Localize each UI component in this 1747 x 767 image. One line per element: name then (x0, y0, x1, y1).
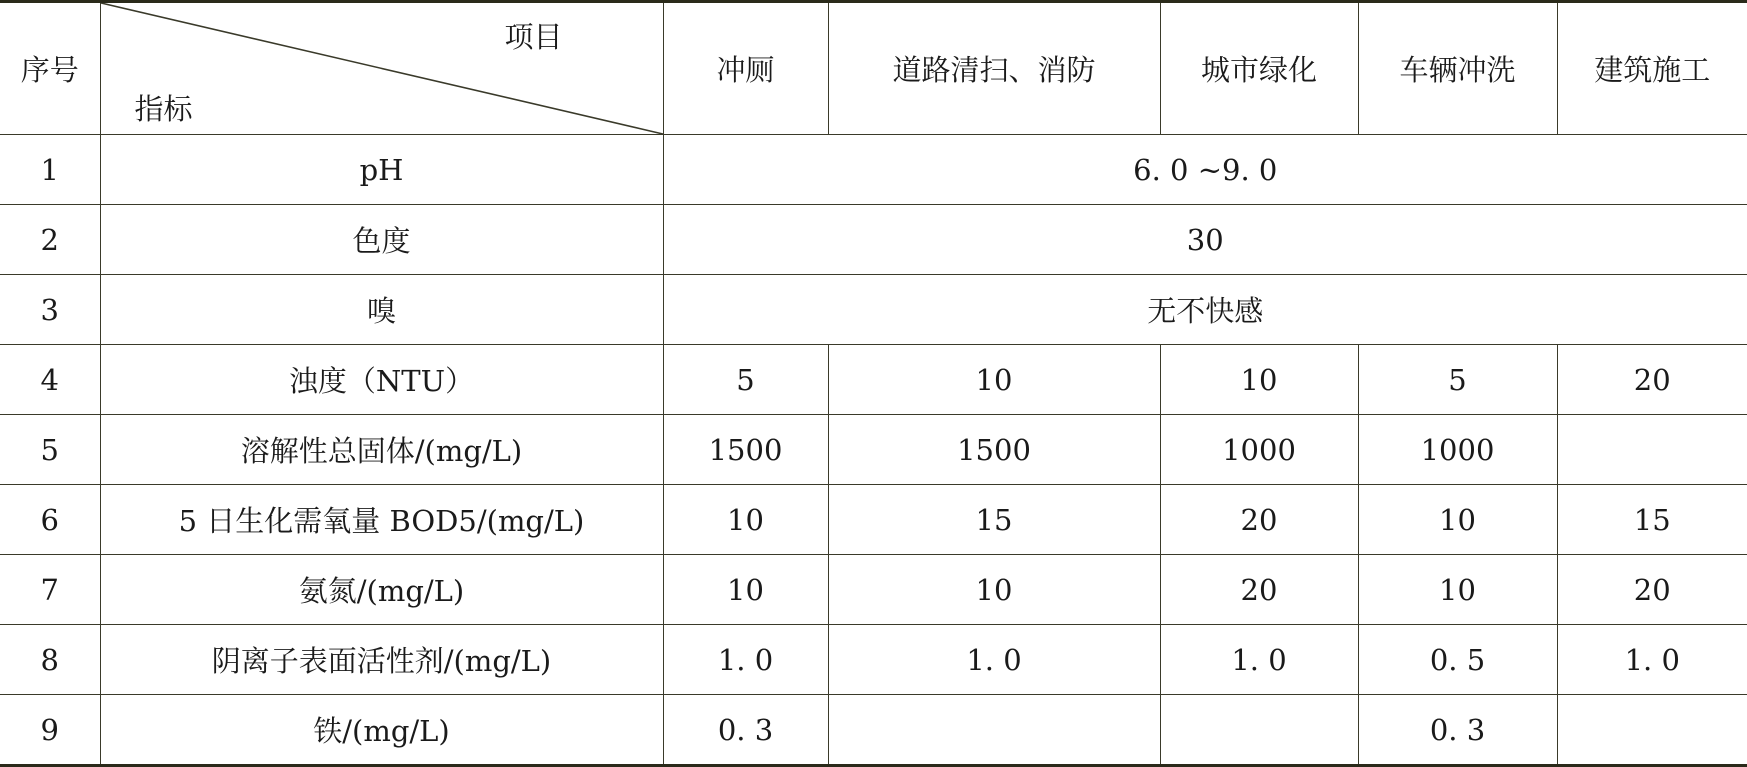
row-number: 1 (0, 135, 100, 205)
row-indicator: pH (100, 135, 663, 205)
row-indicator: 5 日生化需氧量 BOD5/(mg/L) (100, 485, 663, 555)
header-index-label: 指标 (134, 92, 193, 126)
row-indicator: 溶解性总固体/(mg/L) (100, 415, 663, 485)
row-number: 3 (0, 275, 100, 345)
row-indicator: 色度 (100, 205, 663, 275)
value-cell: 0. 3 (663, 695, 828, 766)
row-number: 9 (0, 695, 100, 766)
value-cell (1557, 415, 1747, 485)
row-indicator: 阴离子表面活性剂/(mg/L) (100, 625, 663, 695)
row-indicator: 嗅 (100, 275, 663, 345)
value-cell: 10 (828, 345, 1160, 415)
value-cell: 0. 3 (1358, 695, 1557, 766)
value-cell: 1500 (828, 415, 1160, 485)
value-cell: 15 (1557, 485, 1747, 555)
value-cell (828, 695, 1160, 766)
value-cell: 10 (1358, 555, 1557, 625)
table-row (0, 695, 1747, 766)
table-row (0, 205, 1747, 275)
value-cell: 10 (663, 485, 828, 555)
header-col-toilet: 冲厕 (663, 2, 828, 135)
table-row (0, 625, 1747, 695)
table-row (0, 135, 1747, 205)
value-cell: 5 (1358, 345, 1557, 415)
row-indicator: 氨氮/(mg/L) (100, 555, 663, 625)
table-row (0, 485, 1747, 555)
merged-value: 6. 0 ~9. 0 (663, 135, 1747, 205)
header-row (0, 2, 1747, 135)
table-row (0, 415, 1747, 485)
value-cell: 1000 (1358, 415, 1557, 485)
row-number: 2 (0, 205, 100, 275)
header-col-vehicle: 车辆冲洗 (1358, 2, 1557, 135)
row-number: 7 (0, 555, 100, 625)
value-cell: 0. 5 (1358, 625, 1557, 695)
row-number: 6 (0, 485, 100, 555)
header-col-construction: 建筑施工 (1557, 2, 1747, 135)
header-seq: 序号 (0, 2, 100, 135)
value-cell: 20 (1557, 345, 1747, 415)
value-cell: 10 (663, 555, 828, 625)
row-number: 5 (0, 415, 100, 485)
table-row (0, 555, 1747, 625)
row-indicator: 浊度（NTU） (100, 345, 663, 415)
merged-value: 30 (663, 205, 1747, 275)
value-cell: 15 (828, 485, 1160, 555)
table-row (0, 275, 1747, 345)
value-cell (1160, 695, 1358, 766)
value-cell: 10 (1358, 485, 1557, 555)
value-cell: 10 (1160, 345, 1358, 415)
row-number: 4 (0, 345, 100, 415)
header-col-greening: 城市绿化 (1160, 2, 1358, 135)
value-cell: 5 (663, 345, 828, 415)
value-cell: 1. 0 (663, 625, 828, 695)
header-col-road: 道路清扫、消防 (828, 2, 1160, 135)
header-diagonal-cell (100, 2, 663, 135)
value-cell: 1. 0 (1160, 625, 1358, 695)
value-cell: 1. 0 (1557, 625, 1747, 695)
value-cell (1557, 695, 1747, 766)
merged-value: 无不快感 (663, 275, 1747, 345)
row-number: 8 (0, 625, 100, 695)
value-cell: 20 (1160, 555, 1358, 625)
value-cell: 1000 (1160, 415, 1358, 485)
value-cell: 20 (1557, 555, 1747, 625)
row-indicator: 铁/(mg/L) (100, 695, 663, 766)
header-item-label: 项目 (504, 20, 563, 54)
value-cell: 1. 0 (828, 625, 1160, 695)
value-cell: 1500 (663, 415, 828, 485)
value-cell: 10 (828, 555, 1160, 625)
table-row (0, 345, 1747, 415)
value-cell: 20 (1160, 485, 1358, 555)
